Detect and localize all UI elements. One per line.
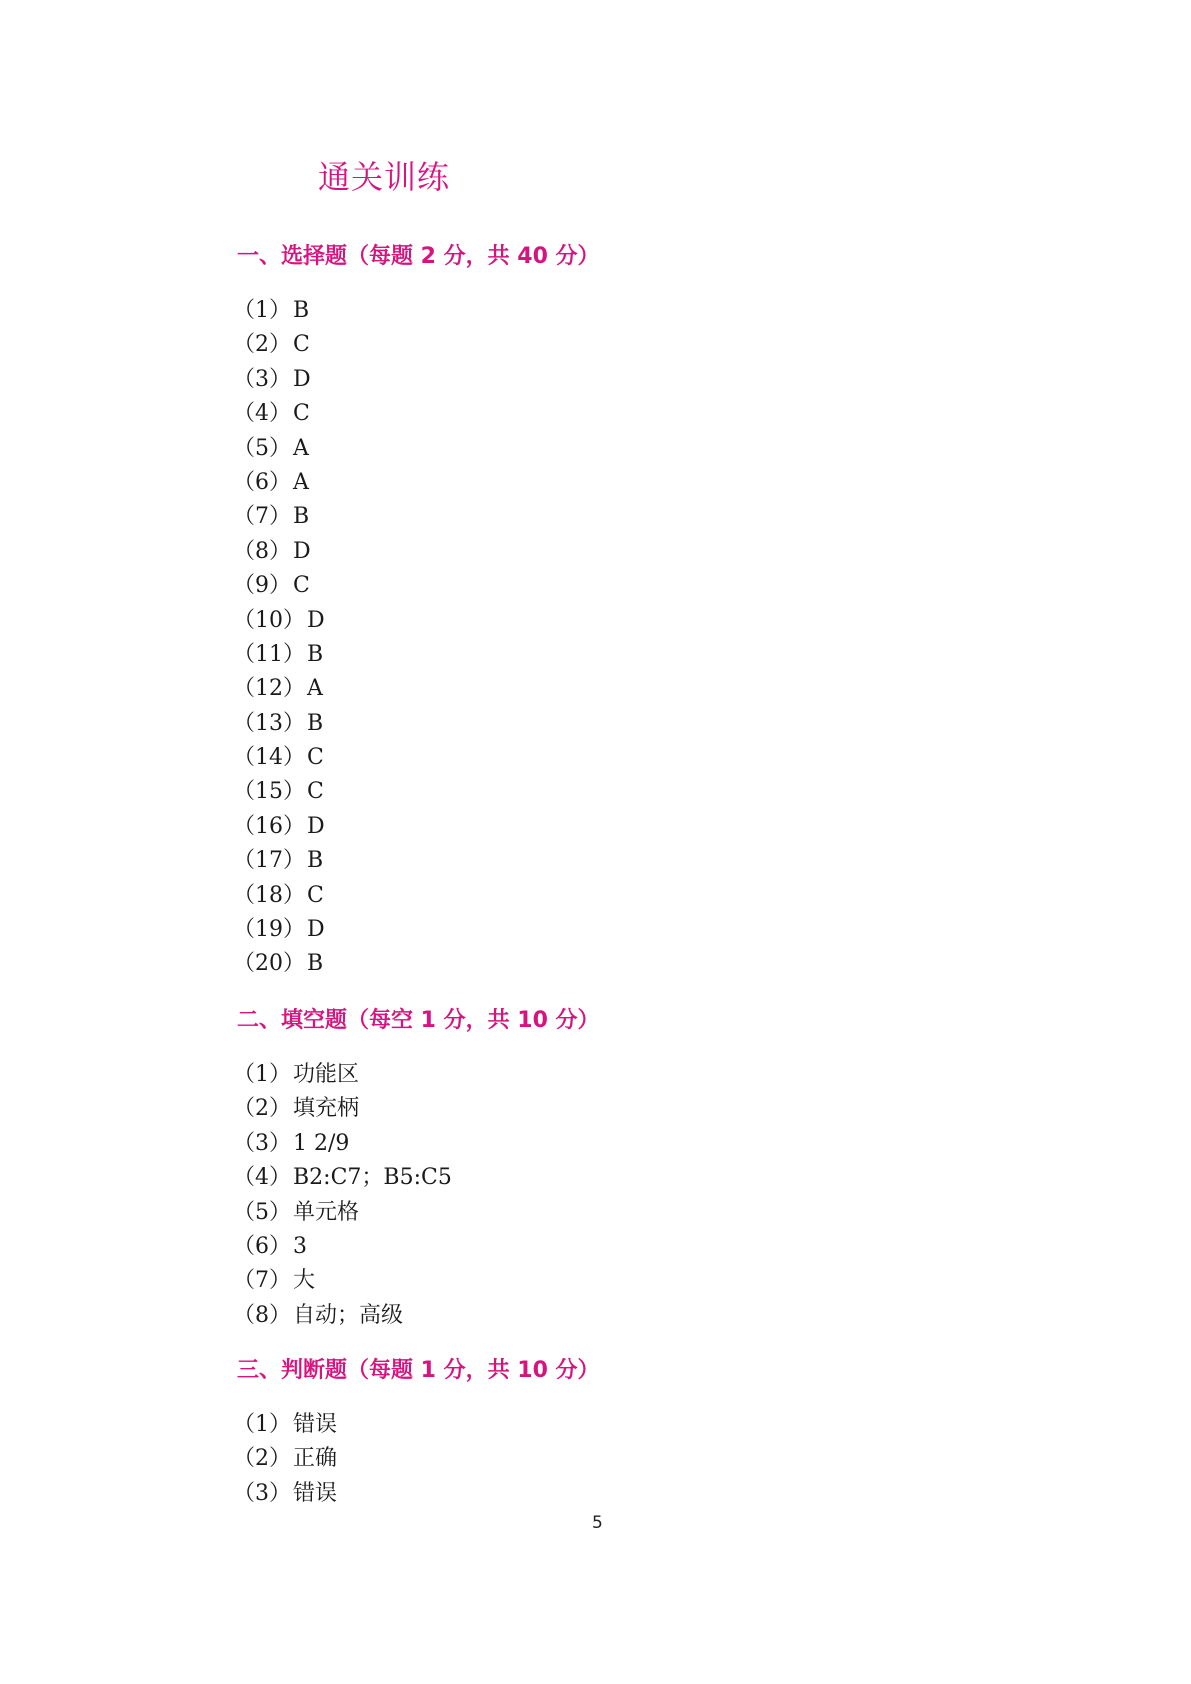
question-number: （3） [233,366,291,392]
answer-item [233,879,937,913]
answer-item [233,1408,937,1442]
answer-item [233,638,937,672]
answer-item [233,328,937,362]
answer-text: D [307,607,325,633]
answer-list [233,1408,937,1511]
answer-text: 大 [293,1268,316,1294]
answer-item [233,569,937,603]
answer-text: B2:C7；B5:C5 [293,1165,452,1191]
answer-item [233,1230,937,1264]
answer-text: 正确 [293,1446,338,1472]
answer-item [233,432,937,466]
answer-text: A [307,676,323,702]
answer-text: B [307,710,324,736]
question-number: （2） [233,1096,291,1122]
answer-text: C [293,401,310,427]
question-number: （1） [233,1412,291,1437]
answer-text: 自动；高级 [293,1302,404,1328]
section-fill-in-blank [233,1006,937,1333]
answer-text: 错误 [293,1480,338,1506]
answer-item [233,741,937,775]
answer-text: 3 [293,1233,307,1259]
answer-text: D [307,813,325,839]
question-number: （10） [233,607,305,633]
page-number: 5 [592,1513,603,1533]
answer-text: B [307,848,324,874]
question-number: （6） [233,469,291,495]
question-number: （14） [233,745,305,771]
page-title: 通关训练 [318,158,451,196]
answer-text: D [293,538,311,564]
answer-text: B [293,298,310,323]
question-number: （8） [233,538,291,564]
answer-item [233,1196,937,1230]
question-number: （2） [233,332,291,358]
question-number: （1） [233,1062,291,1087]
answer-list [233,1058,937,1333]
answer-list [233,294,937,982]
answer-text: C [307,882,324,908]
answer-text: C [293,332,310,358]
question-number: （11） [233,641,305,667]
question-number: （18） [233,882,305,908]
answer-item [233,672,937,706]
section-multiple-choice [233,242,937,982]
answer-text: C [307,779,324,805]
answer-text: B [307,951,324,977]
question-number: （6） [233,1233,291,1259]
answer-item [233,604,937,638]
answer-text: 功能区 [293,1062,360,1087]
answer-text: 错误 [293,1412,338,1437]
answer-item [233,775,937,809]
answer-item [233,500,937,534]
answer-item [233,1092,937,1126]
answer-item [233,844,937,878]
answer-text: 1 2/9 [293,1130,350,1156]
answer-item [233,397,937,431]
question-number: （15） [233,779,305,805]
answer-text: B [293,504,310,530]
answer-item [233,294,937,328]
question-number: （13） [233,710,305,736]
question-number: （3） [233,1130,291,1156]
section-true-false [233,1356,937,1511]
answer-item [233,466,937,500]
answer-text: D [293,366,311,392]
question-number: （5） [233,435,291,461]
question-number: （1） [233,298,291,323]
question-number: （8） [233,1302,291,1328]
question-number: （3） [233,1480,291,1506]
answer-text: A [293,435,309,461]
question-number: （12） [233,676,305,702]
section-heading: 一、选择题（每题 2 分，共 40 分） [237,244,600,269]
answer-item [233,1477,937,1511]
answer-item [233,913,937,947]
answer-text: B [307,641,324,667]
question-number: （9） [233,573,291,599]
question-number: （4） [233,1165,291,1191]
question-number: （17） [233,848,305,874]
section-heading: 二、填空题（每空 1 分，共 10 分） [237,1008,600,1033]
question-number: （16） [233,813,305,839]
question-number: （20） [233,951,305,977]
answer-text: D [307,917,325,943]
question-number: （5） [233,1199,291,1225]
answer-item [233,535,937,569]
answer-text: 填充柄 [293,1096,360,1122]
answer-item [233,810,937,844]
question-number: （7） [233,1268,291,1294]
answer-item [233,1299,937,1333]
answer-text: 单元格 [293,1199,360,1225]
answer-item [233,947,937,981]
answer-text: A [293,469,309,495]
question-number: （19） [233,917,305,943]
answer-text: C [293,573,310,599]
answer-item [233,1442,937,1476]
answer-item [233,1058,937,1092]
question-number: （2） [233,1446,291,1472]
answer-item [233,1264,937,1298]
answer-item [233,1127,937,1161]
question-number: （4） [233,401,291,427]
question-number: （7） [233,504,291,530]
answer-item [233,1161,937,1195]
answer-item [233,707,937,741]
answer-text: C [307,745,324,771]
answer-item [233,363,937,397]
section-heading: 三、判断题（每题 1 分，共 10 分） [237,1358,600,1383]
